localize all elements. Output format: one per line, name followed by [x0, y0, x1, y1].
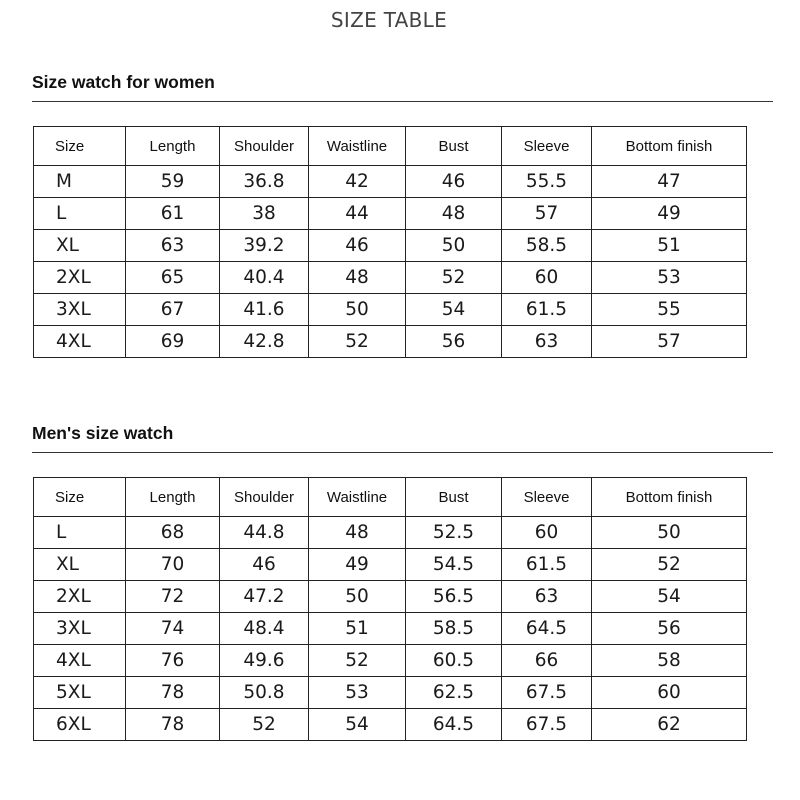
measurement-cell: 59 [126, 166, 220, 198]
measurement-cell: 61.5 [502, 549, 592, 581]
table-row [34, 613, 747, 645]
measurement-cell: 39.2 [220, 230, 309, 262]
measurement-cell: 57 [592, 326, 747, 358]
measurement-cell: 78 [126, 709, 220, 741]
measurement-cell: 42.8 [220, 326, 309, 358]
measurement-cell: 52 [220, 709, 309, 741]
measurement-cell: 53 [309, 677, 406, 709]
table-header-row [34, 478, 747, 517]
measurement-cell: 78 [126, 677, 220, 709]
measurement-cell: 58.5 [406, 613, 502, 645]
page-title: SIZE TABLE [330, 8, 448, 32]
measurement-cell: 56 [592, 613, 747, 645]
column-header: Size [34, 478, 126, 517]
column-header: Bust [406, 127, 502, 166]
column-header: Bust [406, 478, 502, 517]
measurement-cell: 68 [126, 517, 220, 549]
measurement-cell: 63 [126, 230, 220, 262]
measurement-cell: 52.5 [406, 517, 502, 549]
measurement-cell: 60 [502, 262, 592, 294]
size-label-cell: L [34, 198, 126, 230]
measurement-cell: 54 [406, 294, 502, 326]
column-header: Size [34, 127, 126, 166]
measurement-cell: 65 [126, 262, 220, 294]
measurement-cell: 38 [220, 198, 309, 230]
column-header: Waistline [309, 478, 406, 517]
measurement-cell: 46 [309, 230, 406, 262]
measurement-cell: 63 [502, 581, 592, 613]
men-section-heading: Men's size watch [32, 423, 174, 443]
measurement-cell: 44 [309, 198, 406, 230]
measurement-cell: 56.5 [406, 581, 502, 613]
measurement-cell: 67.5 [502, 709, 592, 741]
table-row [34, 645, 747, 677]
measurement-cell: 55 [592, 294, 747, 326]
measurement-cell: 49.6 [220, 645, 309, 677]
measurement-cell: 62 [592, 709, 747, 741]
measurement-cell: 55.5 [502, 166, 592, 198]
women-size-table [33, 126, 747, 358]
size-label-cell: L [34, 517, 126, 549]
size-label-cell: 4XL [34, 645, 126, 677]
column-header: Length [126, 127, 220, 166]
size-label-cell: M [34, 166, 126, 198]
measurement-cell: 52 [309, 326, 406, 358]
measurement-cell: 58 [592, 645, 747, 677]
column-header: Sleeve [502, 127, 592, 166]
measurement-cell: 49 [309, 549, 406, 581]
measurement-cell: 54.5 [406, 549, 502, 581]
size-label-cell: 2XL [34, 581, 126, 613]
measurement-cell: 46 [220, 549, 309, 581]
table-row [34, 230, 747, 262]
measurement-cell: 52 [309, 645, 406, 677]
measurement-cell: 41.6 [220, 294, 309, 326]
measurement-cell: 61 [126, 198, 220, 230]
measurement-cell: 47 [592, 166, 747, 198]
measurement-cell: 50 [592, 517, 747, 549]
measurement-cell: 62.5 [406, 677, 502, 709]
measurement-cell: 76 [126, 645, 220, 677]
size-label-cell: 2XL [34, 262, 126, 294]
measurement-cell: 52 [406, 262, 502, 294]
table-row [34, 709, 747, 741]
measurement-cell: 70 [126, 549, 220, 581]
measurement-cell: 50.8 [220, 677, 309, 709]
measurement-cell: 36.8 [220, 166, 309, 198]
table-row [34, 581, 747, 613]
column-header: Bottom finish [592, 127, 747, 166]
column-header: Shoulder [220, 478, 309, 517]
measurement-cell: 47.2 [220, 581, 309, 613]
measurement-cell: 60.5 [406, 645, 502, 677]
measurement-cell: 56 [406, 326, 502, 358]
women-divider [32, 101, 773, 102]
measurement-cell: 42 [309, 166, 406, 198]
size-label-cell: XL [34, 549, 126, 581]
size-label-cell: XL [34, 230, 126, 262]
measurement-cell: 48 [309, 517, 406, 549]
measurement-cell: 67.5 [502, 677, 592, 709]
size-label-cell: 3XL [34, 613, 126, 645]
table-row [34, 677, 747, 709]
table-header-row [34, 127, 747, 166]
measurement-cell: 72 [126, 581, 220, 613]
measurement-cell: 54 [309, 709, 406, 741]
men-size-table [33, 477, 747, 741]
measurement-cell: 48 [406, 198, 502, 230]
measurement-cell: 66 [502, 645, 592, 677]
women-section-heading: Size watch for women [32, 72, 215, 92]
measurement-cell: 58.5 [502, 230, 592, 262]
measurement-cell: 48 [309, 262, 406, 294]
measurement-cell: 60 [502, 517, 592, 549]
measurement-cell: 40.4 [220, 262, 309, 294]
measurement-cell: 64.5 [502, 613, 592, 645]
measurement-cell: 64.5 [406, 709, 502, 741]
measurement-cell: 53 [592, 262, 747, 294]
measurement-cell: 46 [406, 166, 502, 198]
table-row [34, 517, 747, 549]
measurement-cell: 49 [592, 198, 747, 230]
table-row [34, 262, 747, 294]
column-header: Sleeve [502, 478, 592, 517]
table-row [34, 326, 747, 358]
table-row [34, 294, 747, 326]
table-row [34, 198, 747, 230]
measurement-cell: 51 [592, 230, 747, 262]
measurement-cell: 61.5 [502, 294, 592, 326]
column-header: Shoulder [220, 127, 309, 166]
table-row [34, 166, 747, 198]
measurement-cell: 44.8 [220, 517, 309, 549]
size-label-cell: 3XL [34, 294, 126, 326]
men-divider [32, 452, 773, 453]
measurement-cell: 50 [406, 230, 502, 262]
column-header: Waistline [309, 127, 406, 166]
measurement-cell: 67 [126, 294, 220, 326]
measurement-cell: 54 [592, 581, 747, 613]
measurement-cell: 69 [126, 326, 220, 358]
size-label-cell: 6XL [34, 709, 126, 741]
measurement-cell: 63 [502, 326, 592, 358]
measurement-cell: 57 [502, 198, 592, 230]
measurement-cell: 60 [592, 677, 747, 709]
measurement-cell: 52 [592, 549, 747, 581]
column-header: Length [126, 478, 220, 517]
measurement-cell: 50 [309, 294, 406, 326]
column-header: Bottom finish [592, 478, 747, 517]
measurement-cell: 48.4 [220, 613, 309, 645]
size-label-cell: 5XL [34, 677, 126, 709]
measurement-cell: 51 [309, 613, 406, 645]
measurement-cell: 50 [309, 581, 406, 613]
measurement-cell: 74 [126, 613, 220, 645]
size-label-cell: 4XL [34, 326, 126, 358]
table-row [34, 549, 747, 581]
